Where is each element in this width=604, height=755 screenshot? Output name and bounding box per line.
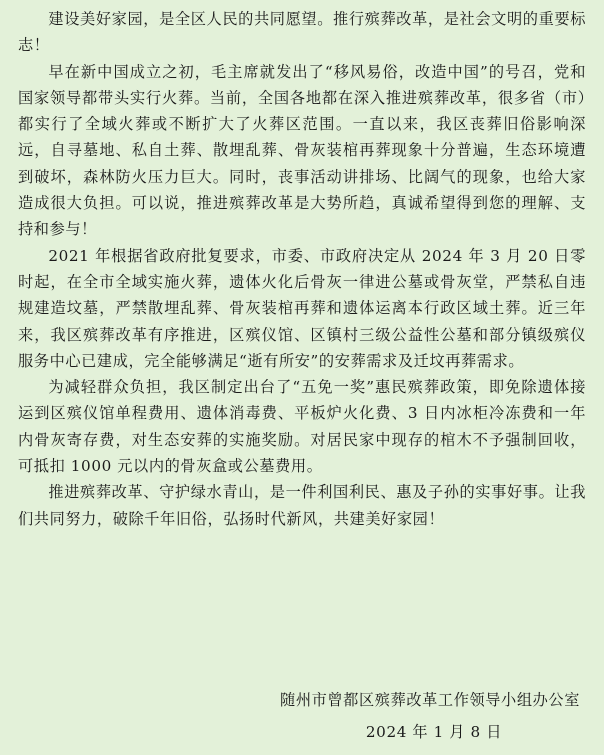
signature-organization: 随州市曾都区殡葬改革工作领导小组办公室	[280, 691, 580, 709]
signature-date: 2024 年 1 月 8 日	[365, 723, 502, 742]
signature-block	[280, 687, 580, 746]
paragraph-background: 早在新中国成立之初，毛主席就发出了“移风易俗，改造中国”的号召，党和国家领导都带头实行火葬。当前，全国各地都在深入推进殡葬改革，很多省（市）都实行了全域火葬或不断扩大了火葬区范围。一直以来，我区丧葬旧俗影响深远，自寻墓地、私自土葬、散埋乱葬、骨灰装棺再葬现象十分普遍，生态环境遭到破坏，森林防火压力巨大。同时，丧事活动讲排场、比阔气的现象，也给大家造成很大负担。可以说，推进殡葬改革是大势所趋，真诚希望得到您的理解、支持和参与！	[18, 62, 586, 239]
paragraph-intro: 建设美好家园，是全区人民的共同愿望。推行殡葬改革，是社会文明的重要标志！	[18, 10, 586, 55]
paragraph-policy: 2021 年根据省政府批复要求，市委、市政府决定从 2024 年 3 月 20 日零时起，在全市全域实施火葬，遗体火化后骨灰一律进公墓或骨灰堂，严禁私自违规建造坟墓，严禁散埋乱葬、骨灰装棺再葬和遗体运离本行政区域土葬。近三年来，我区殡葬改革有序推进，区殡仪馆、区镇村三级公益性公墓和部分镇级殡仪服务中心已建成，完全能够满足“逝有所安”的安葬需求及迁坟再葬需求。	[18, 246, 586, 370]
paragraph-closing: 推进殡葬改革、守护绿水青山，是一件利国利民、惠及子孙的实事好事。让我们共同努力，破除千年旧俗，弘扬时代新风，共建美好家园！	[18, 483, 586, 528]
paragraph-benefits: 为减轻群众负担，我区制定出台了“五免一奖”惠民殡葬政策，即免除遗体接运到区殡仪馆单程费用、遗体消毒费、平板炉火化费、3 日内冰柜冷冻费和一年内骨灰寄存费，对生态安葬的实施奖励。对居民家中现存的棺木不予强制回收，可抵扣 1000 元以内的骨灰盒或公墓费用。	[18, 378, 586, 476]
